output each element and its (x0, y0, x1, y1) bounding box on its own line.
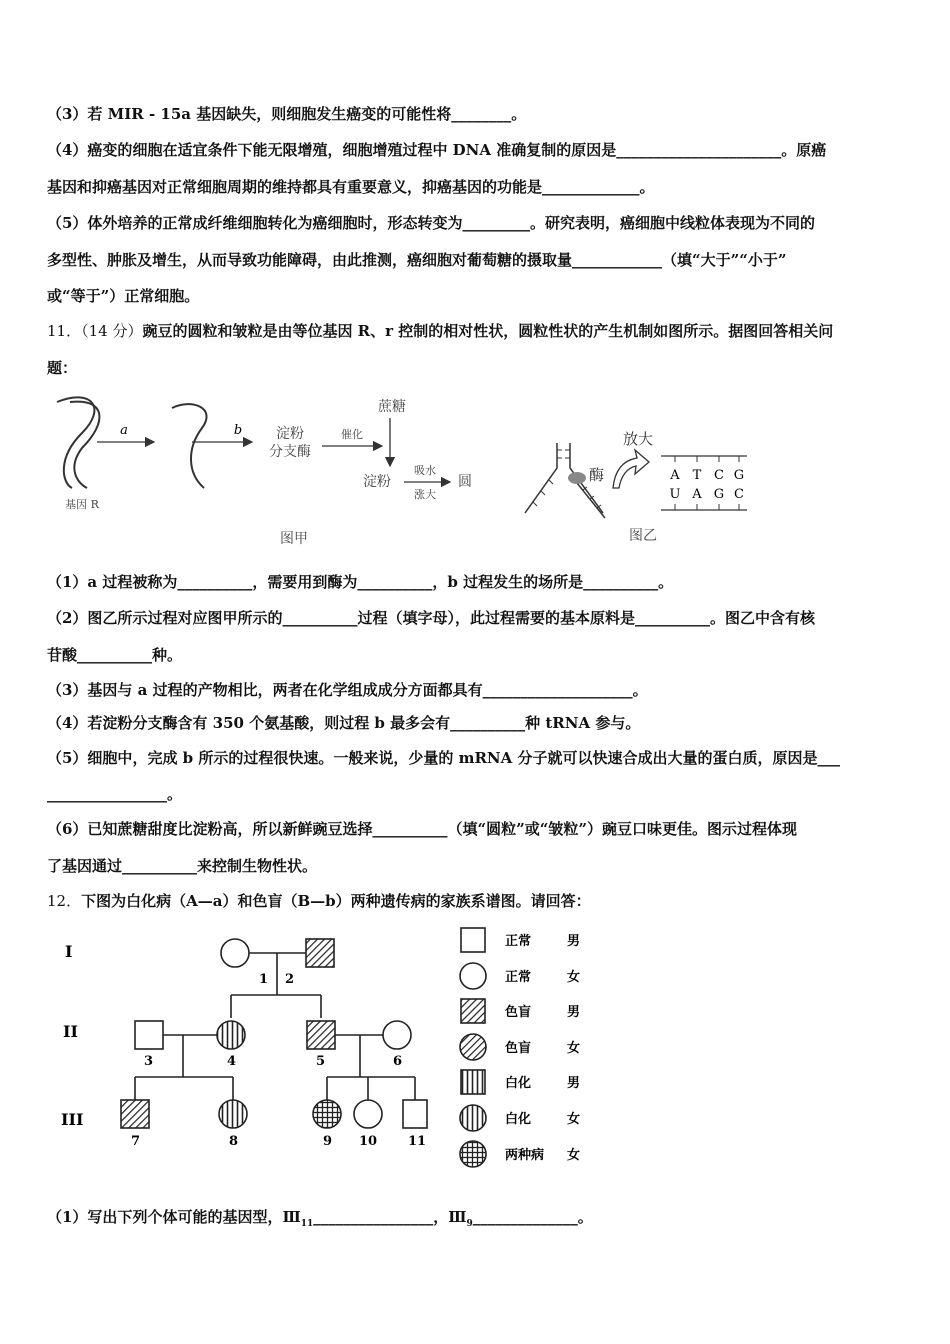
individual-III7 (121, 1100, 149, 1128)
q12-part1-end: ______________。 (472, 1208, 593, 1226)
num-1: 1 (259, 972, 269, 987)
legend-label-2: 正常 (505, 970, 532, 985)
q11-number: 11．（14 分） (47, 322, 143, 340)
label-b: b (233, 423, 243, 438)
q12-number: 12． (47, 892, 82, 910)
gene-strand-2 (70, 402, 99, 488)
label-sucrose: 蔗糖 (378, 399, 406, 415)
q10-part4-cont: 基因和抑癌基因对正常细胞周期的维持都具有重要意义，抑癌基因的功能是_____________。 (47, 178, 655, 196)
base-top-1: A (670, 468, 680, 483)
legend-symbol-colorblind-male (461, 999, 485, 1023)
individual-II3 (135, 1021, 163, 1049)
label-a: a (120, 423, 128, 438)
q10-part5-cont: 多型性、肿胀及增生，从而导致功能障碍，由此推测，癌细胞对葡萄糖的摄取量____________（填“大于”“小于” (47, 251, 787, 269)
individual-III10 (354, 1100, 382, 1128)
q11-part2-cont: 苷酸__________种。 (47, 646, 183, 664)
base-top-3: C (714, 468, 724, 483)
legend-label-5: 白化 (505, 1076, 532, 1091)
individual-II4 (217, 1021, 245, 1049)
legend-label-4: 色盲 (505, 1041, 532, 1056)
label-round: 圆 (458, 474, 472, 490)
num-8: 8 (229, 1134, 239, 1149)
caption-jia: 图甲 (280, 531, 308, 547)
q12-part1 (47, 1206, 593, 1229)
base-bottom-2: A (692, 487, 702, 502)
legend-symbol-colorblind-female (460, 1034, 486, 1060)
num-10: 10 (359, 1134, 378, 1149)
q12-part1-pre: （1）写出下列个体可能的基因型，Ⅲ (47, 1208, 301, 1226)
q12-text: 下图为白化病（A—a）和色盲（B—b）两种遗传病的家族系谱图。请回答： (81, 892, 591, 910)
q11-part6: （6）已知蔗糖甜度比淀粉高，所以新鲜豌豆选择__________（填“圆粒”或“皱粒”）豌豆口味更佳。图示过程体现 (47, 820, 797, 838)
q12-part1-mid: ________________，Ⅲ (313, 1208, 467, 1226)
legend-symbol-both-female (460, 1141, 486, 1167)
legend-label-3: 色盲 (505, 1005, 532, 1020)
q11-stem-cont: 题： (47, 359, 78, 377)
individual-II5 (307, 1021, 335, 1049)
label-starch: 淀粉 (363, 474, 391, 490)
q10-part4: （4）癌变的细胞在适宜条件下能无限增殖，细胞增殖过程中 DNA 准确复制的原因是______________________。原癌 (47, 141, 827, 159)
num-3: 3 (144, 1054, 154, 1069)
num-9: 9 (323, 1134, 333, 1149)
q11-text: 豌豆的圆粒和皱粒是由等位基因 R、r 控制的相对性状，圆粒性状的产生机制如图所示。据图回答相关问 (142, 322, 834, 340)
mrna-strand (172, 404, 207, 488)
individual-I1 (221, 939, 249, 967)
legend-label-7: 两种病 (505, 1148, 545, 1163)
rna-strand (577, 483, 605, 518)
legend-sex-1: 男 (567, 934, 581, 949)
num-2: 2 (285, 972, 295, 987)
q11-part6-cont: 了基因通过__________来控制生物性状。 (47, 857, 318, 875)
q11-part5-cont: ________________。 (47, 785, 183, 803)
label-absorb: 吸水 (414, 464, 436, 477)
q12-sub-9: 9 (466, 1219, 473, 1229)
base-bottom-1: U (669, 487, 681, 502)
label-swell: 涨大 (414, 488, 436, 501)
gen-label-ii: II (63, 1022, 78, 1041)
gen-label-i: I (65, 942, 73, 961)
legend-sex-3: 男 (567, 1005, 581, 1020)
q12-sub-11: 11 (300, 1219, 314, 1229)
q11-stem (47, 320, 833, 341)
label-gene-r: 基因 R (65, 498, 99, 511)
legend-sex-6: 女 (567, 1112, 581, 1127)
legend-symbol-normal-female (460, 963, 486, 989)
num-5: 5 (316, 1054, 326, 1069)
base-top-2: T (692, 468, 702, 483)
legend-label-6: 白化 (505, 1112, 532, 1127)
gen-label-iii: III (61, 1110, 84, 1129)
num-6: 6 (393, 1054, 403, 1069)
q11-part5: （5）细胞中，完成 b 所示的过程很快速。一般来说，少量的 mRNA 分子就可以快速合成出大量的蛋白质，原因是___ (47, 749, 841, 767)
magnify-arrow (613, 450, 649, 488)
starch-enzyme-line2: 分支酶 (269, 444, 311, 460)
caption-yi: 图乙 (629, 528, 657, 544)
label-catalysis: 催化 (341, 428, 363, 441)
num-7: 7 (131, 1134, 141, 1149)
num-11: 11 (408, 1134, 427, 1149)
q11-part4: （4）若淀粉分支酶含有 350 个氨基酸，则过程 b 最多会有__________种 tRNA 参与。 (47, 714, 641, 732)
individual-III8 (219, 1100, 247, 1128)
q10-part5: （5）体外培养的正常成纤维细胞转化为癌细胞时，形态转变为_________。研究表明，癌细胞中线粒体表现为不同的 (47, 214, 815, 232)
legend-symbol-albino-female (460, 1105, 486, 1131)
enzyme-shape (568, 472, 586, 484)
q11-part1: （1）a 过程被称为__________，需要用到酶为__________，b 过程发生的场所是__________。 (47, 573, 674, 591)
base-bottom-3: G (713, 487, 725, 502)
figure-jia (52, 388, 492, 550)
q12-stem (47, 890, 591, 911)
label-enzyme: 酶 (589, 466, 605, 484)
label-magnify: 放大 (623, 430, 654, 448)
legend-symbol-normal-male (461, 928, 485, 952)
dna-strand-left (525, 443, 557, 513)
legend-sex-5: 男 (567, 1076, 581, 1091)
pedigree-chart (55, 925, 615, 1175)
q11-part2: （2）图乙所示过程对应图甲所示的__________过程（填字母），此过程需要的基本原料是__________。图乙中含有核 (47, 609, 815, 627)
legend-label-1: 正常 (505, 934, 532, 949)
individual-III11 (403, 1100, 427, 1128)
legend-sex-4: 女 (567, 1041, 581, 1056)
individual-I2 (306, 939, 334, 967)
legend-sex-2: 女 (567, 970, 581, 985)
figure-yi (515, 388, 755, 550)
legend-sex-7: 女 (567, 1148, 581, 1163)
individual-III9 (313, 1100, 341, 1128)
q10-part3: （3）若 MIR - 15a 基因缺失，则细胞发生癌变的可能性将________。 (47, 105, 527, 123)
individual-II6 (383, 1021, 411, 1049)
base-bottom-4: C (734, 487, 744, 502)
q10-part5-end: 或“等于”）正常细胞。 (47, 287, 200, 305)
starch-enzyme-line1: 淀粉 (276, 426, 304, 442)
num-4: 4 (227, 1054, 237, 1069)
base-top-4: G (733, 468, 745, 483)
legend-symbol-albino-male (461, 1070, 485, 1094)
q11-part3: （3）基因与 a 过程的产物相比，两者在化学组成成分方面都具有____________________。 (47, 681, 648, 699)
